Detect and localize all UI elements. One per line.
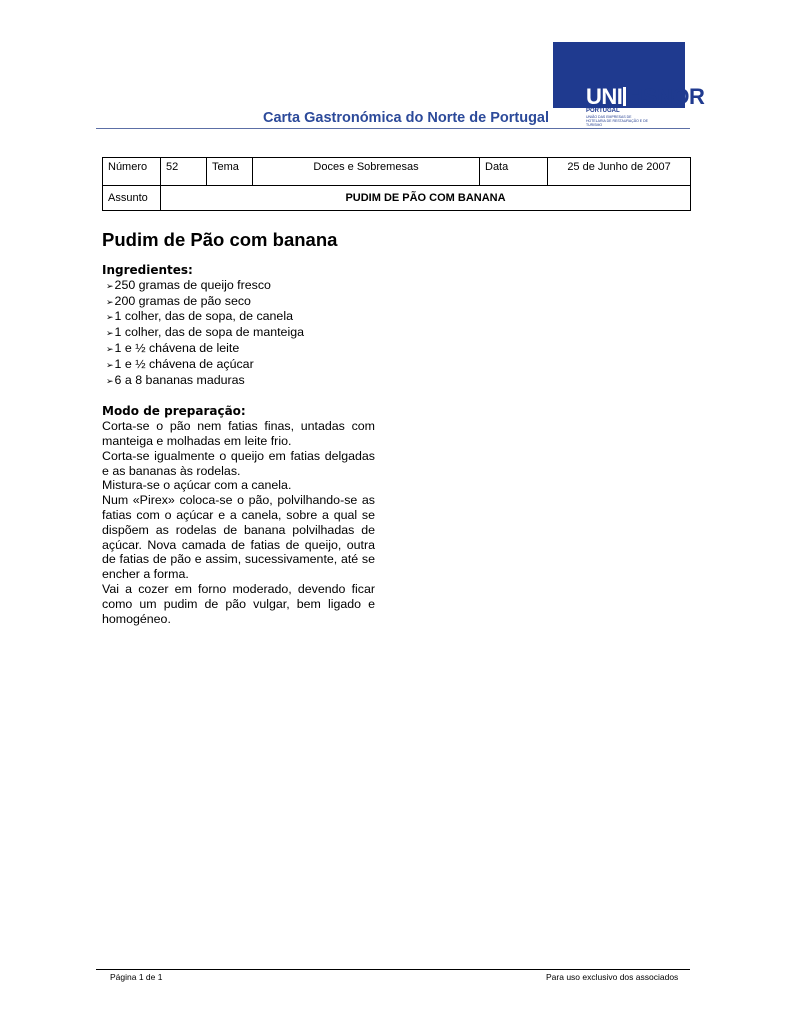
footer-rule: [96, 969, 690, 970]
ingredient-item: ➢1 colher, das de sopa de manteiga: [106, 325, 304, 340]
numero-label: Número: [103, 158, 161, 186]
logo-text-uni: UNI: [586, 84, 623, 109]
ingredient-item: ➢1 e ½ chávena de leite: [106, 340, 240, 355]
arrow-bullet-icon: ➢: [106, 328, 114, 339]
recipe-title: Pudim de Pão com banana: [102, 229, 338, 250]
arrow-bullet-icon: ➢: [106, 359, 114, 370]
ingredient-item: ➢200 gramas de pão seco: [106, 293, 251, 308]
preparation-paragraph: Corta-se o pão nem fatias finas, untadas com manteiga e molhadas em leite frio.: [102, 419, 375, 448]
ingredient-item: ➢1 colher, das de sopa, de canela: [106, 309, 293, 324]
ingredient-item: ➢6 a 8 bananas maduras: [106, 372, 245, 387]
unihsnor-logo: [586, 84, 705, 128]
logo-divider: [623, 87, 626, 106]
logo-text-hsnor: HSNOR: [627, 84, 705, 109]
meta-row-2: [103, 186, 691, 211]
preparation-paragraph: Num «Pirex» coloca-se o pão, polvilhando-se as fatias com o açúcar e a canela, sobre a qual se dispõem as rodelas de banana polvilhadas de açúcar. Nova camada de fatias de queijo, outra de fatias de pão e assim, sucessivamente, até se encher a forma.: [102, 493, 375, 582]
page-number: Página 1 de 1: [110, 972, 163, 982]
preparation-heading: Modo de preparação:: [102, 404, 246, 419]
arrow-bullet-icon: ➢: [106, 280, 114, 291]
recipe-body: [102, 263, 375, 626]
arrow-bullet-icon: ➢: [106, 296, 114, 307]
preparation-paragraph: Vai a cozer em forno moderado, devendo ficar como um pudim de pão vulgar, bem ligado e homogéneo.: [102, 581, 375, 626]
ingredient-item: ➢250 gramas de queijo fresco: [106, 277, 271, 292]
data-label: Data: [480, 158, 548, 186]
assunto-value: PUDIM DE PÃO COM BANANA: [161, 186, 691, 211]
tema-value: Doces e Sobremesas: [253, 158, 480, 186]
ingredients-list: [102, 278, 375, 389]
preparation-text: [102, 419, 375, 626]
preparation-paragraph: Mistura-se o açúcar com a canela.: [102, 478, 292, 493]
arrow-bullet-icon: ➢: [106, 312, 114, 323]
header-title: Carta Gastronómica do Norte de Portugal: [263, 110, 550, 126]
meta-table: [102, 157, 691, 211]
header-rule: [96, 128, 690, 129]
tema-label: Tema: [207, 158, 253, 186]
arrow-bullet-icon: ➢: [106, 343, 114, 354]
footer-note: Para uso exclusivo dos associados: [546, 972, 679, 982]
numero-value: 52: [161, 158, 207, 186]
ingredient-item: ➢1 e ½ chávena de açúcar: [106, 356, 254, 371]
logo-subtitle: PORTUGAL: [586, 108, 620, 114]
arrow-bullet-icon: ➢: [106, 375, 114, 386]
data-value: 25 de Junho de 2007: [548, 158, 691, 186]
preparation-paragraph: Corta-se igualmente o queijo em fatias delgadas e as bananas às rodelas.: [102, 448, 375, 478]
ingredients-heading: Ingredientes:: [102, 263, 193, 277]
logo-tagline: UNIÃO DAS EMPRESAS DE HOTELARIA DE RESTAURAÇÃO E DE TURISMO: [586, 115, 648, 127]
assunto-label: Assunto: [103, 186, 161, 211]
meta-row-1: [103, 158, 691, 186]
